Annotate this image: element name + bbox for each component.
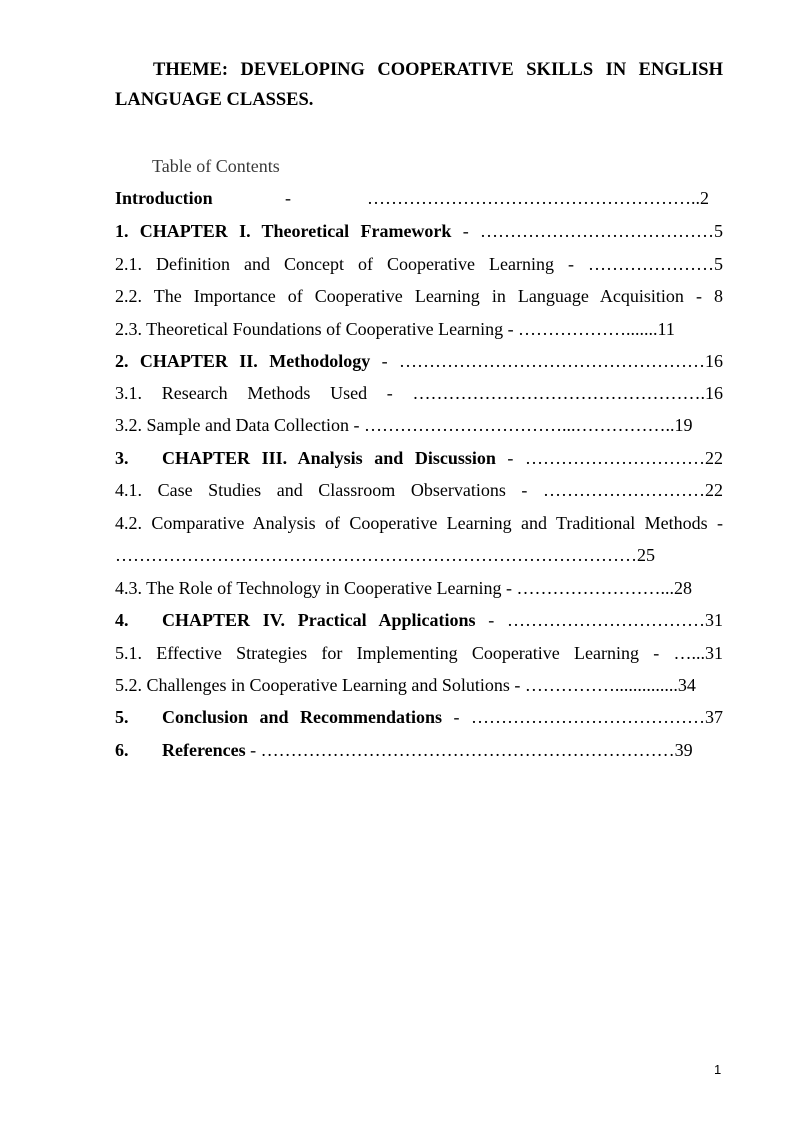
toc-entry-title: Conclusion and Recommendations bbox=[162, 707, 443, 727]
toc-entry-leader-page: ………………………………………………..2 bbox=[367, 188, 709, 208]
toc-entry-title: 1. CHAPTER I. Theoretical Framework bbox=[115, 221, 452, 241]
toc-entry-title: 2. CHAPTER II. Methodology bbox=[115, 351, 371, 371]
toc-entry-title: 5.1. Effective Strategies for Implementing Cooperative Learning - …...31 bbox=[115, 643, 723, 663]
toc-entry-title: CHAPTER IV. Practical Applications bbox=[162, 610, 476, 630]
toc-entry-chapter-4[interactable] bbox=[115, 608, 723, 632]
toc-entry-2-3[interactable] bbox=[115, 317, 723, 341]
toc-entry-4-2[interactable] bbox=[115, 511, 723, 535]
toc-entry-dash: - bbox=[285, 188, 291, 208]
toc-entry-title: 5.2. Challenges in Cooperative Learning and Solutions - ……………..............34 bbox=[115, 675, 696, 695]
toc-entry-leader-page: ……………………………………………………………………………25 bbox=[115, 545, 655, 565]
toc-entry-3-2[interactable] bbox=[115, 413, 723, 437]
toc-entry-3-1[interactable] bbox=[115, 381, 723, 405]
toc-entry-title: 2.2. The Importance of Cooperative Learning in Language Acquisition - 8 bbox=[115, 286, 723, 306]
toc-entry-title: Introduction bbox=[115, 188, 213, 208]
toc-entry-chapter-3[interactable] bbox=[115, 446, 723, 470]
toc-entry-title: 2.1. Definition and Concept of Cooperative Learning bbox=[115, 254, 554, 274]
toc-entry-leader-page: …………………5 bbox=[588, 254, 723, 274]
toc-entry-dash: - bbox=[370, 351, 399, 371]
toc-entry-chapter-1[interactable] bbox=[115, 219, 723, 243]
toc-entry-title: 4.3. The Role of Technology in Cooperative Learning - ……………………...28 bbox=[115, 578, 692, 598]
toc-entry-2-1[interactable] bbox=[115, 252, 723, 276]
toc-entry-number: 5. bbox=[115, 707, 129, 727]
toc-entry-dash: - bbox=[442, 707, 471, 727]
toc-entry-dash: - bbox=[367, 383, 413, 403]
toc-entry-2-2[interactable] bbox=[115, 284, 723, 308]
toc-entry-dash: - bbox=[245, 740, 261, 760]
toc-entry-leader-page: …………………………………37 bbox=[471, 707, 723, 727]
toc-entry-chapter-2[interactable] bbox=[115, 349, 723, 373]
toc-entry-leader-page: …………………………22 bbox=[524, 448, 723, 468]
toc-entry-4-3[interactable] bbox=[115, 576, 723, 600]
toc-entry-number: 3. bbox=[115, 448, 129, 468]
toc-entry-leader-page: ……………………………………………16 bbox=[399, 351, 723, 371]
toc-entry-number: 6. bbox=[115, 740, 129, 760]
toc-entry-dash: - bbox=[475, 610, 507, 630]
toc-entry-leader-page: ……………………………31 bbox=[507, 610, 723, 630]
toc-entry-4-2-continued[interactable] bbox=[115, 543, 723, 567]
toc-entry-leader-page: …………………………………5 bbox=[480, 221, 723, 241]
toc-entry-dash: - bbox=[495, 448, 525, 468]
toc-entry-introduction[interactable] bbox=[115, 186, 723, 210]
toc-entry-title: 3.2. Sample and Data Collection - ……………………………...……………..19 bbox=[115, 415, 693, 435]
toc-heading: Table of Contents bbox=[152, 156, 280, 176]
document-title: THEME: DEVELOPING COOPERATIVE SKILLS IN ENGLISH LANGUAGE CLASSES. bbox=[115, 60, 723, 110]
toc-entry-dash: - bbox=[451, 221, 480, 241]
toc-entry-title: References bbox=[162, 740, 246, 760]
toc-entry-leader-page: ………………………22 bbox=[543, 480, 723, 500]
toc-entry-conclusion[interactable] bbox=[115, 705, 723, 729]
toc-entry-number: 4. bbox=[115, 610, 129, 630]
toc-entry-5-2[interactable] bbox=[115, 673, 723, 697]
toc-entry-5-1[interactable] bbox=[115, 641, 723, 665]
toc-entry-title: 3.1. Research Methods Used bbox=[115, 383, 368, 403]
toc-entry-dash: - bbox=[505, 480, 543, 500]
page-number: 1 bbox=[714, 1062, 722, 1077]
toc-entry-title: CHAPTER III. Analysis and Discussion bbox=[162, 448, 496, 468]
toc-entry-title: 4.1. Case Studies and Classroom Observations bbox=[115, 480, 506, 500]
toc-entry-title: 2.3. Theoretical Foundations of Cooperative Learning - ……………….......11 bbox=[115, 319, 675, 339]
toc-entry-4-1[interactable] bbox=[115, 478, 723, 502]
toc-entry-leader-page: ……………………………………………………………39 bbox=[260, 740, 693, 760]
toc-entry-dash: - bbox=[553, 254, 588, 274]
toc-entry-leader-page: ………………………………………….16 bbox=[412, 383, 723, 403]
toc-entry-references[interactable] bbox=[115, 738, 723, 762]
toc-entry-title: 4.2. Comparative Analysis of Cooperative Learning and Traditional Methods - bbox=[115, 513, 723, 533]
